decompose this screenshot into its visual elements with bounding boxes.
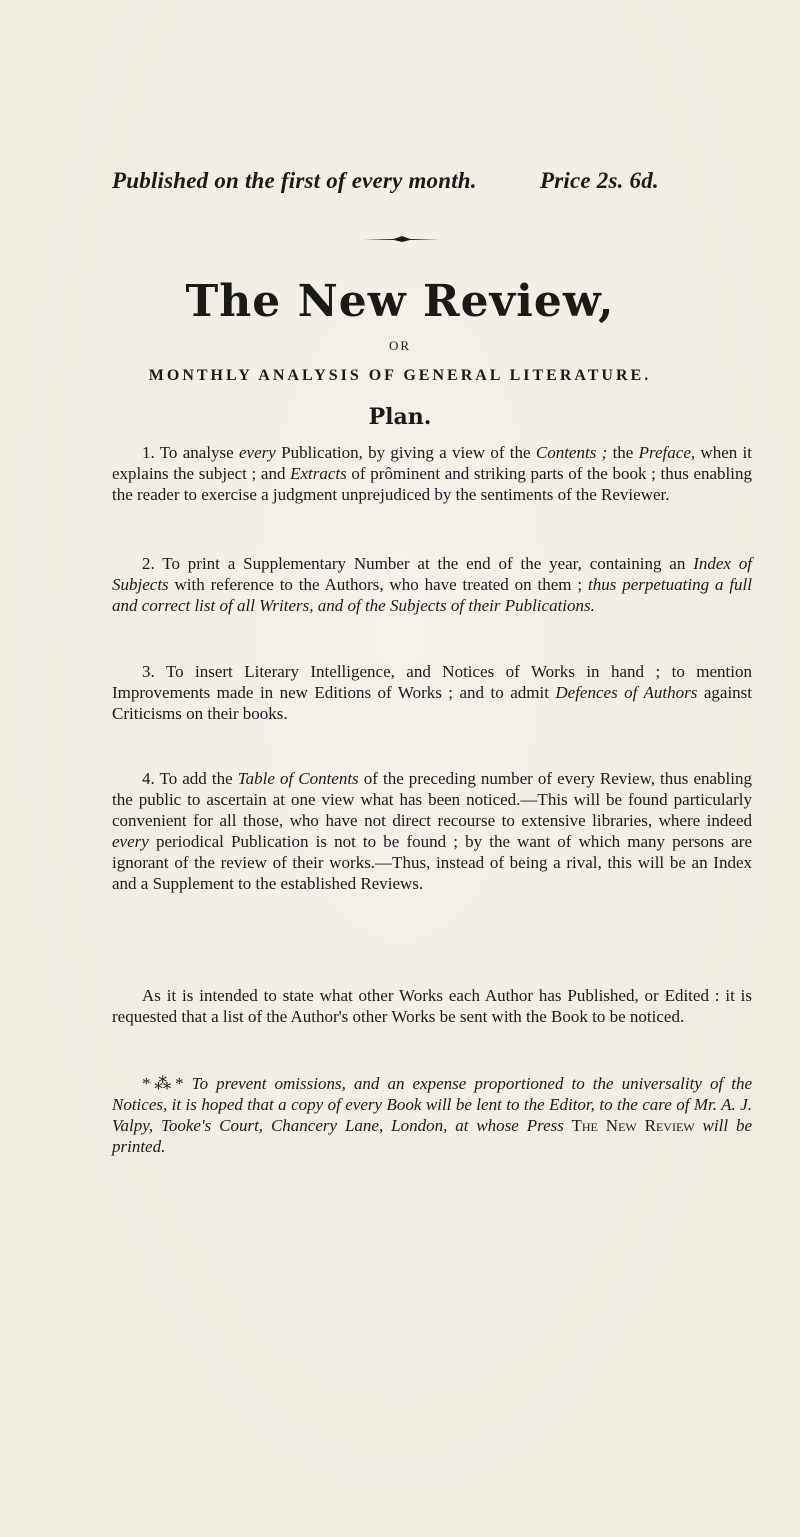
published-text: Published on the first of every month. [112,168,477,193]
plan-item-2: 2. To print a Supplementary Number at the end of the year, containing an Index of Subjects with reference to the Authors, who have treated on them ; thus perpetuating a full and correct list of all Writers, and of the Subjects of their Publications. [112,554,752,615]
plan-item-4: 4. To add the Table of Contents of the preceding number of every Review, thus enabling the public to ascertain at one view what has been noticed.—This will be found particularly convenient for all those, who have not direct recourse to extensive libraries, where indeed every periodical Publication is not to be found ; by the want of which many persons are ignorant of the review of their works.—Thus, instead of being a rival, this will be an Index and a Supplement to the established Reviews. [112,769,752,893]
plan-item-3: 3. To insert Literary Intelligence, and Notices of Works in hand ; to mention Improvements made in new Editions of Works ; and to admit Defences of Authors against Criticisms on their books. [112,662,753,723]
page-title: The New Review, [185,276,615,327]
plan-item-1: 1. To analyse every Publication, by giving a view of the Contents ; the Preface, when it explains the subject ; and Extracts of prôminent and striking parts of the book ; thus enabling the reader to exercise a judgment unprejudiced by the sentiments of the Reviewer. [112,443,752,504]
publication-notice [112,168,752,194]
plan-heading: Plan. [368,404,432,430]
ornament-rule [364,236,440,242]
price-text: Price 2s. 6d. [540,168,659,193]
author-works-request: As it is intended to state what other Works each Author has Published, or Edited : it is requested that a list of the Author's other Works be sent with the Book to be noticed. [112,986,752,1026]
copy-request-note: *⁂* To prevent omissions, and an expense proportioned to the universality of the Notices, it is hoped that a copy of every Book will be lent to the Editor, to the care of Mr. A. J. Valpy, Tooke's Court, Chancery Lane, London, at whose Press The New Review will be printed. [112,1074,752,1156]
or-connector: OR [388,338,412,353]
subtitle: MONTHLY ANALYSIS OF GENERAL LITERATURE. [148,367,652,384]
